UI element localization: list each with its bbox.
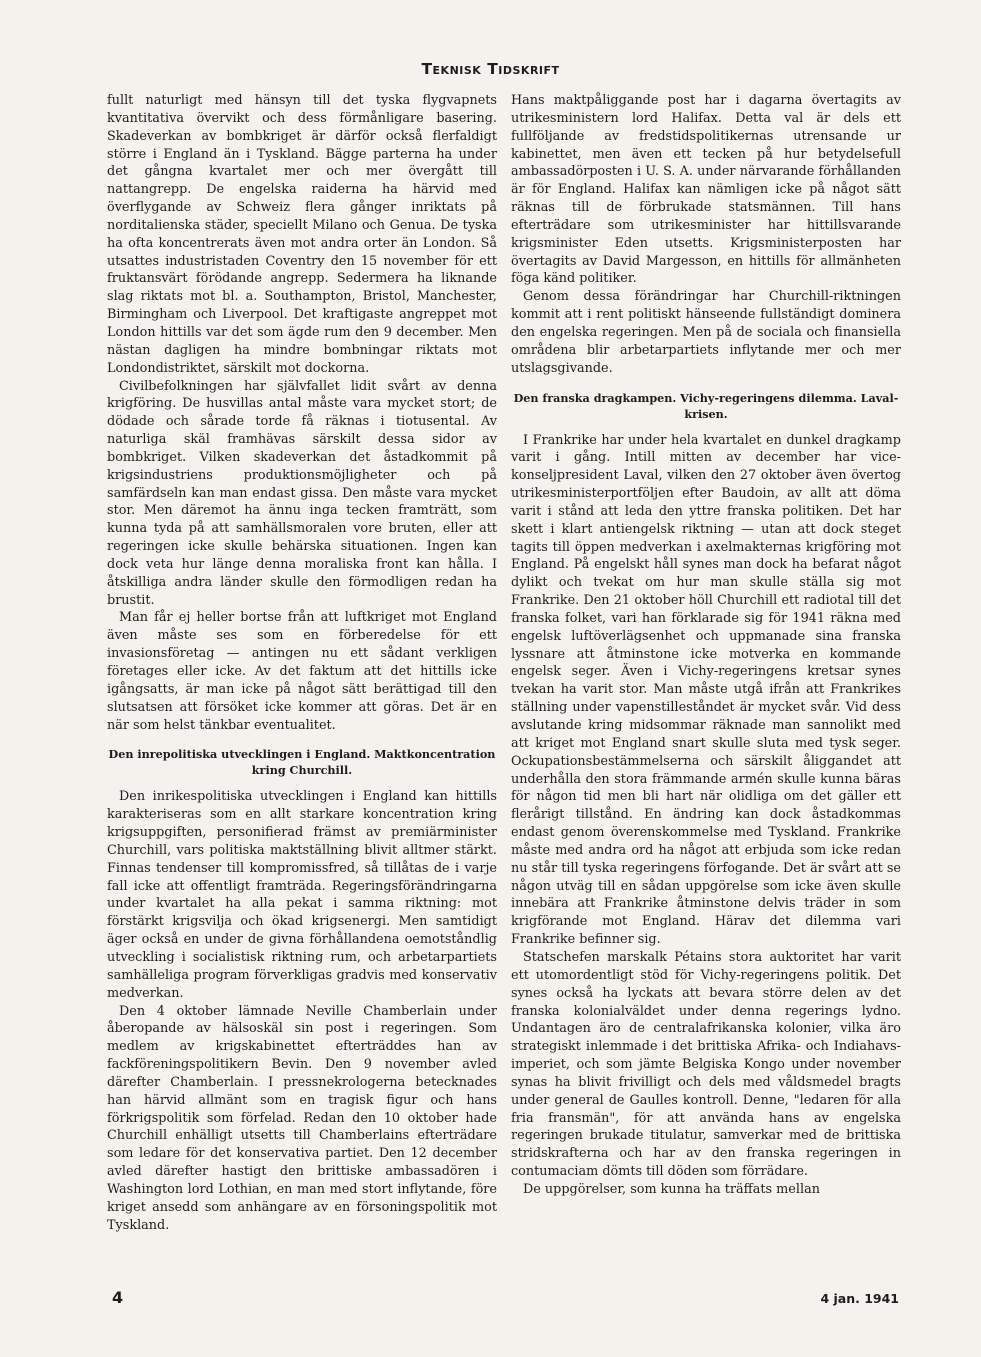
paragraph: Statschefen marskalk Pétains stora auktoritet har varit ett utomordentligt stöd för Vichy-regeringens politik. Det synes också ha lyckats att bevara större delen av det franska kolonialväldet under denna regerings lydno. Undantagen äro de centralafrikanska kolonier, vilka äro strategiskt inlemmade i det brittiska Afrika- och Indiahavs-imperiet, och som jämte Belgiska Kongo under november synas ha blivit frivilligt och dels med våldsmedel bragts under general de Gaulles kontroll. Denne, "ledaren för alla fria fransmän", för att använda hans av engelska regeringen brukade titulatur, samverkar med de brittiska stridskrafterna och har av den franska regeringen in contumaciam dömts till döden som förrädare. [511,949,901,1180]
issue-date: 4 jan. 1941 [820,1291,899,1306]
section-heading-france: Den franska dragkampen. Vichy-regeringens dilemma. Laval-krisen. [513,390,899,421]
paragraph: Den inrikespolitiska utvecklingen i England kan hittills karakteriseras som en allt starkare koncentration kring krigsuppgiften, personifierad främst av premiärminister Churchill, vars politiska maktställning blivit alltmer stärkt. Finnas tendenser till kompromissfred, så tillåtas de i varje fall icke att offentligt framträda. Regeringsförändringarna under kvartalet ha alla pekat i samma riktning: mot förstärkt krigsvilja och ökad krigsenergi. Men samtidigt äger också en under de givna förhållandena oemotståndlig utveckling i socialistisk riktning rum, och arbetarpartiets samhälleliga program förverkligas gradvis med konservativ medverkan. [107,789,497,1001]
paragraph: Genom dessa förändringar har Churchill-riktningen kommit att i rent politiskt hänseende fullständigt dominera den engelska regeringen. Men på de sociala och finansiella områdena blir arbetarpartiets inflytande mer och mer utslagsgivande. [511,289,901,376]
section-heading-england: Den inrepolitiska utvecklingen i England. Maktkoncentration kring Churchill. [108,747,496,778]
paragraph: Man får ej heller bortse från att luftkriget mot England även måste ses som en förberedelse för ett invasionsföretag — antingen nu ett sådant verkligen företages eller icke. Av det faktum att det hittills icke igångsatts, är man icke på något sätt berättigad till den slutsatsen att försöket icke kommer att göras. Det är en när som helst tänkbar eventualitet. [107,610,497,733]
left-column [107,92,497,1234]
right-column [511,92,901,1199]
paragraph: I Frankrike har under hela kvartalet en dunkel dragkamp varit i gång. Intill mitten av december har vice-konseljpresident Laval, vilken den 27 oktober även övertog utrikesministerportföljen efter Baudoin, av allt att döma varit i stånd att leda den yttre franska politiken. Det har skett i klart antiengelsk riktning — utan att dock steget tagits till öppen medverkan i axelmakternas krigföring mot England. På engelskt håll synes man dock ha befarat något dylikt och tvekat om hur man skulle ställa sig mot Frankrike. Den 21 oktober höll Churchill ett radiotal till det franska folket, vari han förklarade sig för 1941 räkna med engelsk luftöverlägsenhet och uppmanade sina franska lyssnare att åtminstone icke motverka en kommande engelsk seger. Även i Vichy-regeringens kretsar synes tvekan ha varit stor. Man måste utgå ifrån att Frankrikes ställning under vapenstilleståndet är mycket svår. Vid dess avslutande kring midsommar räknade man sannolikt med att kriget mot England snart skulle sluta med tysk seger. Ockupationsbestämmelserna och särskilt åliggandet att underhålla den stora främmande armén skulle kunna bäras för någon tid men bli hart när olidliga om det gäller ett flerårigt tillstånd. En ändring kan dock åstadkommas endast genom överenskommelse med Tyskland. Frankrike måste med andra ord ha något att erbjuda som icke redan nu står till tyska regeringens förfogande. Det är svårt att se någon utväg till en sådan uppgörelse som icke även skulle innebära att Frankrike åtminstone delvis träder in som krigförande mot England. Härav det dilemma vari Frankrike befinner sig. [511,432,901,948]
paragraph: Hans maktpåliggande post har i dagarna övertagits av utrikesministern lord Halifax. Detta val är dels ett fullföljande av fredstidspolitikernas utrensande ur kabinettet, men även ett tecken på hur betydelsefull ambassadörposten i U. S. A. under närvarande förhållanden är för England. Halifax kan nämligen icke på något sätt räknas till de förbrukade statsmännen. Till hans efterträdare som utrikesminister har hittillsvarande krigsminister Eden utsetts. Krigsministerposten har övertagits av David Margesson, en hittills för allmänheten föga känd politiker. [511,93,901,287]
paragraph: fullt naturligt med hänsyn till det tyska flygvapnets kvantitativa övervikt och dess förmånligare basering. Skadeverkan av bombkriget är därför också flerfaldigt större i England än i Tyskland. Bägge parterna ha under det gångna kvartalet mer och mer övergått till nattangrepp. De engelska raiderna ha härvid med överflygande av Schweiz flera gånger inriktats på norditalienska städer, speciellt Milano och Genua. De tyska ha ofta koncentrerats även mot andra orter än London. Så utsattes industristaden Coventry den 15 november för ett fruktansvärt förödande angrepp. Sedermera ha liknande slag riktats mot bl. a. Southampton, Bristol, Manchester, Birmingham och Liverpool. Det kraftigaste angreppet mot London hittills var det som ägde rum den 9 december. Men nästan dagligen ha mindre bombningar riktats mot Londondistriktet, särskilt mot dockorna. [107,93,497,376]
paragraph: De uppgörelser, som kunna ha träffats mellan [523,1181,820,1197]
page-number: 4 [112,1288,124,1307]
paragraph: Civilbefolkningen har självfallet lidit svårt av denna krigföring. De husvillas antal måste vara mycket stort; de dödade och sårade torde få räknas i tiotusental. Av naturliga skäl framhävas särskilt dessa sidor av bombkriget. Vilken skadeverkan det åstadkommit på krigsindustriens produktionsmöjligheter och på samfärdseln kan man endast gissa. Den måste vara mycket stor. Men däremot ha ännu inga tecken framträtt, som kunna tyda på att samhällsmoralen vore bruten, eller att regeringen icke skulle behärska situationen. Ingen kan dock veta hur länge denna moraliska front kan hålla. I åtskilliga andra länder skulle den förmodligen redan ha brustit. [107,378,497,608]
masthead-title: Teknisk Tidskrift [421,60,560,78]
paragraph: Den 4 oktober lämnade Neville Chamberlain under åberopande av hälsoskäl sin post i regeringen. Som medlem av krigskabinettet efterträddes han av fackföreningspolitikern Bevin. Den 9 november avled därefter Chamberlain. I pressnekrologerna betecknades han härvid allmänt som en tragisk figur och hans förkrigspolitik som förfelad. Redan den 10 oktober hade Churchill enhälligt utsetts till Chamberlains efterträdare som ledare för det konservativa partiet. Den 12 december avled därefter hastigt den brittiske ambassadören i Washington lord Lothian, en man med stort inflytande, före kriget ansedd som anhängare av en försoningspolitik mot Tyskland. [107,1003,497,1233]
